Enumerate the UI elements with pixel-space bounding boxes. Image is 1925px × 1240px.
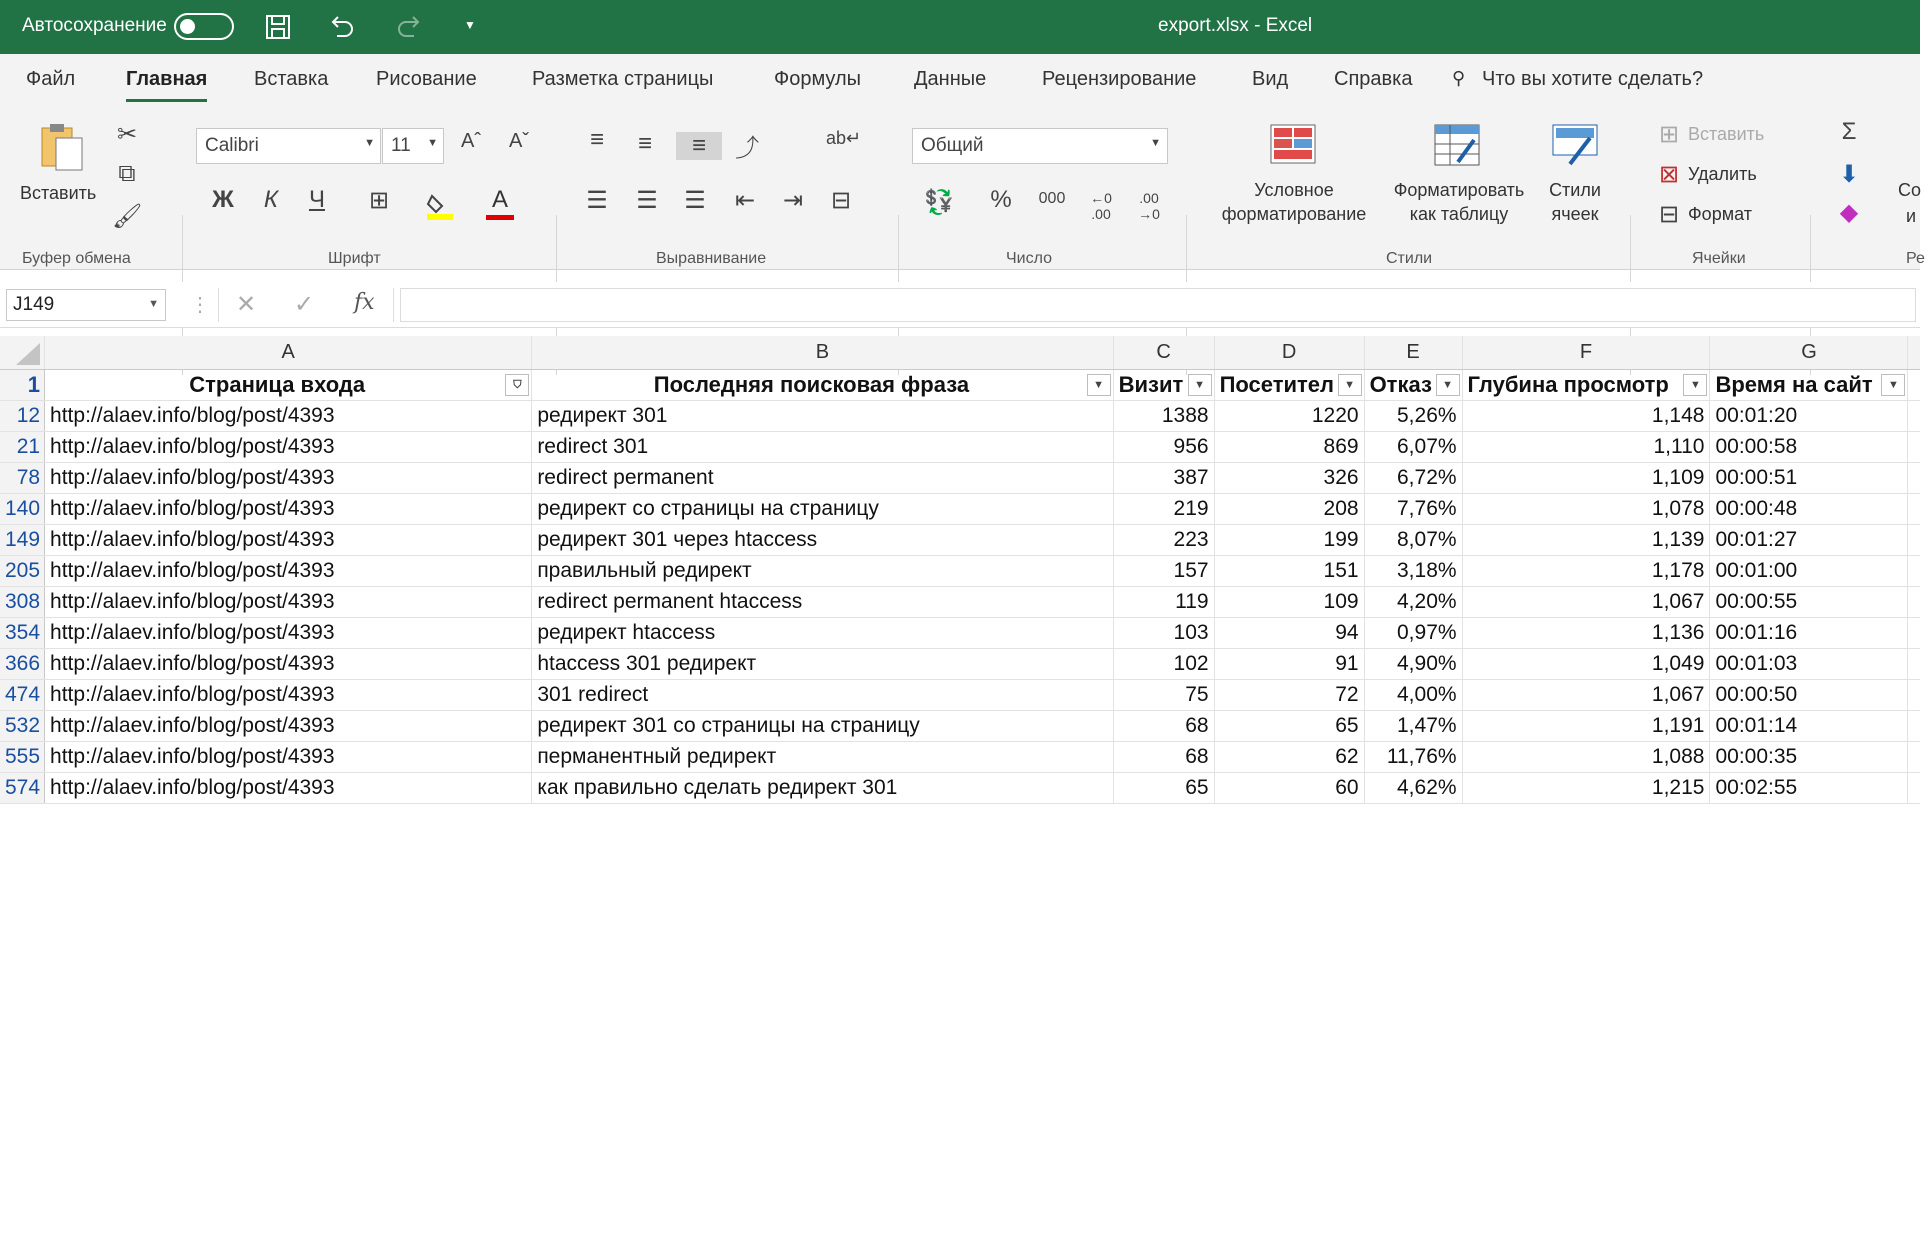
cell-visitors[interactable]: 60 [1214, 772, 1364, 803]
table-row [0, 555, 1920, 586]
delete-cells-button[interactable]: Удалить [1688, 164, 1757, 184]
cell-entry-page[interactable]: http://alaev.info/blog/post/4393 [45, 586, 532, 617]
table-row [0, 679, 1920, 710]
row-number[interactable]: 140 [0, 493, 45, 524]
cell-bounce[interactable]: 7,76% [1364, 493, 1462, 524]
filter-dropdown-icon[interactable]: ▼ [1087, 374, 1111, 396]
paste-icon[interactable] [40, 122, 84, 177]
cell-visits[interactable]: 1388 [1113, 400, 1214, 431]
cell-time[interactable]: 00:01:27 [1710, 524, 1908, 555]
tab-formulas[interactable]: Формулы [774, 68, 862, 90]
cell-depth[interactable]: 1,178 [1462, 555, 1710, 586]
format-cells-icon[interactable]: ⊟ [1658, 201, 1680, 228]
redo-icon[interactable] [395, 12, 423, 45]
row-number[interactable]: 574 [0, 772, 45, 803]
cell-visitors[interactable]: 94 [1214, 617, 1364, 648]
cut-icon[interactable]: ✂ [116, 121, 138, 148]
copy-icon[interactable]: ⧉ [118, 160, 136, 187]
row-number[interactable]: 474 [0, 679, 45, 710]
column-header-d[interactable]: D [1214, 336, 1364, 369]
header-cell-search-phrase[interactable]: Последняя поисковая фраза ▼ [532, 369, 1113, 400]
row-number[interactable]: 12 [0, 400, 45, 431]
tab-data[interactable]: Данные [914, 68, 987, 90]
table-row [0, 586, 1920, 617]
cell-depth[interactable]: 1,191 [1462, 710, 1710, 741]
cell-search-phrase[interactable]: перманентный редирект [532, 741, 1113, 772]
cell-entry-page[interactable]: http://alaev.info/blog/post/4393 [45, 555, 532, 586]
cell-time[interactable]: 00:01:03 [1710, 648, 1908, 679]
cell-search-phrase[interactable]: redirect 301 [532, 431, 1113, 462]
cell-depth[interactable]: 1,109 [1462, 462, 1710, 493]
cell-search-phrase[interactable]: редирект 301 через htaccess [532, 524, 1113, 555]
header-cell-visits[interactable]: Визит ▼ [1113, 369, 1214, 400]
customize-qat-icon[interactable]: ▼ [464, 18, 476, 32]
format-as-table-button[interactable]: Форматировать как таблицу [1393, 180, 1525, 224]
insert-cells-button: Вставить [1688, 124, 1765, 144]
row-number[interactable]: 149 [0, 524, 45, 555]
title-bar [0, 0, 1920, 54]
cell-visitors[interactable]: 326 [1214, 462, 1364, 493]
cell-bounce[interactable]: 3,18% [1364, 555, 1462, 586]
number-group-label: Число [1006, 250, 1053, 267]
cell-time[interactable]: 00:00:51 [1710, 462, 1908, 493]
tab-help[interactable]: Справка [1334, 68, 1413, 90]
table-row [0, 772, 1920, 803]
format-cells-button[interactable]: Формат [1688, 204, 1752, 224]
row-number[interactable]: 205 [0, 555, 45, 586]
italic-button[interactable]: К [263, 186, 279, 213]
cell-bounce[interactable]: 6,07% [1364, 431, 1462, 462]
cell-bounce[interactable]: 4,20% [1364, 586, 1462, 617]
table-row [0, 431, 1920, 462]
increase-indent-icon[interactable]: ⇥ [782, 187, 804, 214]
cell-visits[interactable]: 68 [1113, 710, 1214, 741]
cell-styles-icon[interactable] [1552, 124, 1598, 171]
column-header-a[interactable]: A [45, 336, 532, 369]
sort-filter-button-partial[interactable]: Со [1898, 180, 1922, 200]
thousands-button[interactable]: 000 [1038, 190, 1066, 207]
decrease-indent-icon[interactable]: ⇤ [734, 187, 756, 214]
table-row [0, 617, 1920, 648]
cancel-icon[interactable]: ✕ [236, 291, 257, 318]
cell-time[interactable]: 00:01:16 [1710, 617, 1908, 648]
worksheet-grid [0, 336, 1920, 804]
align-bottom-icon[interactable]: ≡ [676, 132, 722, 160]
decrease-font-icon[interactable]: Aˇ [509, 130, 529, 152]
insert-function-button[interactable]: fx [354, 290, 375, 315]
cell-search-phrase[interactable]: redirect permanent htaccess [532, 586, 1113, 617]
row-number[interactable]: 354 [0, 617, 45, 648]
cell-time[interactable]: 00:00:50 [1710, 679, 1908, 710]
more-icon: ⋮ [190, 294, 210, 316]
cell-visitors[interactable]: 65 [1214, 710, 1364, 741]
conditional-format-icon[interactable] [1270, 124, 1316, 169]
cell-visitors[interactable]: 109 [1214, 586, 1364, 617]
cell-time[interactable]: 00:00:58 [1710, 431, 1908, 462]
search-icon[interactable]: ⚲ [1452, 68, 1466, 88]
fill-down-icon[interactable]: ⬇ [1838, 161, 1860, 188]
row-number[interactable]: 366 [0, 648, 45, 679]
row-number[interactable]: 308 [0, 586, 45, 617]
clipboard-group-label: Буфер обмена [22, 250, 131, 267]
align-center-icon[interactable]: ☰ [636, 187, 658, 214]
fill-color-icon[interactable] [426, 190, 454, 220]
decrease-decimal-icon[interactable]: .00 →0 [1138, 190, 1160, 222]
cell-visitors[interactable]: 869 [1214, 431, 1364, 462]
cell-depth[interactable]: 1,088 [1462, 741, 1710, 772]
cell-visitors[interactable]: 199 [1214, 524, 1364, 555]
table-header-row [0, 369, 1920, 400]
font-color-icon[interactable]: A [486, 186, 514, 222]
cell-entry-page[interactable]: http://alaev.info/blog/post/4393 [45, 741, 532, 772]
column-header-e[interactable]: E [1364, 336, 1462, 369]
cell-depth[interactable]: 1,215 [1462, 772, 1710, 803]
cell-entry-page[interactable]: http://alaev.info/blog/post/4393 [45, 493, 532, 524]
cell-visitors[interactable]: 1220 [1214, 400, 1364, 431]
font-size-box[interactable]: 11 ▼ [382, 128, 444, 164]
cell-time[interactable]: 00:00:48 [1710, 493, 1908, 524]
tell-me-box[interactable]: Что вы хотите сделать? [1482, 68, 1704, 90]
filter-dropdown-icon[interactable]: ▼ [1881, 374, 1905, 396]
cell-visits[interactable]: 956 [1113, 431, 1214, 462]
cell-visits[interactable]: 387 [1113, 462, 1214, 493]
header-cell-bounce[interactable]: Отказ ▼ [1364, 369, 1462, 400]
cells-group-label: Ячейки [1692, 250, 1746, 267]
cell-bounce[interactable]: 5,26% [1364, 400, 1462, 431]
cell-entry-page[interactable]: http://alaev.info/blog/post/4393 [45, 617, 532, 648]
cell-entry-page[interactable]: http://alaev.info/blog/post/4393 [45, 710, 532, 741]
currency-format-icon[interactable]: 💱 [924, 189, 954, 216]
cell-bounce[interactable]: 8,07% [1364, 524, 1462, 555]
bold-button[interactable]: Ж [212, 186, 234, 213]
cell-visits[interactable]: 68 [1113, 741, 1214, 772]
tab-view[interactable]: Вид [1252, 68, 1289, 90]
filter-dropdown-icon[interactable]: ▼ [1436, 374, 1460, 396]
borders-icon[interactable]: ⊞ [368, 187, 390, 214]
table-row [0, 648, 1920, 679]
filter-dropdown-icon[interactable]: ▼ [1683, 374, 1707, 396]
align-middle-icon[interactable]: ≡ [637, 130, 652, 157]
cell-bounce[interactable]: 6,72% [1364, 462, 1462, 493]
select-all-corner[interactable] [0, 336, 45, 369]
table-row [0, 741, 1920, 772]
cell-bounce[interactable]: 4,90% [1364, 648, 1462, 679]
number-format-box[interactable]: Общий ▼ [912, 128, 1168, 164]
autosave-toggle[interactable] [174, 13, 234, 40]
autosum-button[interactable]: Σ [1841, 118, 1857, 145]
name-box[interactable]: J149 ▼ [6, 289, 166, 321]
row-number[interactable]: 78 [0, 462, 45, 493]
table-row [0, 400, 1920, 431]
formula-input[interactable] [400, 288, 1916, 322]
save-icon[interactable] [265, 14, 291, 45]
table-row [0, 462, 1920, 493]
table-row [0, 524, 1920, 555]
cell-search-phrase[interactable]: htaccess 301 редирект [532, 648, 1113, 679]
cell-bounce[interactable]: 4,00% [1364, 679, 1462, 710]
cell-depth[interactable]: 1,067 [1462, 679, 1710, 710]
paste-button[interactable]: Вставить [20, 183, 97, 203]
cell-visits[interactable]: 102 [1113, 648, 1214, 679]
cell-visits[interactable]: 223 [1113, 524, 1214, 555]
ribbon [0, 110, 1925, 270]
cell-time[interactable]: 00:01:20 [1710, 400, 1908, 431]
autosave-label: Автосохранение [22, 15, 167, 36]
cell-visits[interactable]: 65 [1113, 772, 1214, 803]
align-top-icon[interactable]: ≡ [589, 126, 604, 153]
ribbon-tabs [0, 54, 1920, 110]
cell-search-phrase[interactable]: 301 redirect [532, 679, 1113, 710]
formula-bar [0, 282, 1920, 328]
cell-search-phrase[interactable]: редирект htaccess [532, 617, 1113, 648]
cell-entry-page[interactable]: http://alaev.info/blog/post/4393 [45, 524, 532, 555]
table-row [0, 710, 1920, 741]
align-left-icon[interactable]: ☰ [586, 187, 608, 214]
column-header-row [0, 336, 1920, 369]
filter-dropdown-icon[interactable]: ▼ [1338, 374, 1362, 396]
cell-depth[interactable]: 1,049 [1462, 648, 1710, 679]
cell-bounce[interactable]: 0,97% [1364, 617, 1462, 648]
cell-search-phrase[interactable]: redirect permanent [532, 462, 1113, 493]
column-header-g[interactable]: G [1710, 336, 1908, 369]
cell-entry-page[interactable]: http://alaev.info/blog/post/4393 [45, 400, 532, 431]
tab-page-layout[interactable]: Разметка страницы [532, 68, 714, 90]
cell-styles-button[interactable]: Стили ячеек [1549, 180, 1601, 224]
align-right-icon[interactable]: ☰ [684, 187, 706, 214]
undo-icon[interactable] [328, 12, 356, 45]
cell-visits[interactable]: 157 [1113, 555, 1214, 586]
increase-font-icon[interactable]: Aˆ [461, 130, 481, 152]
row-number[interactable]: 1 [0, 369, 45, 400]
tab-draw[interactable]: Рисование [376, 68, 477, 90]
cell-search-phrase[interactable]: как правильно сделать редирект 301 [532, 772, 1113, 803]
delete-cells-icon[interactable]: ⊠ [1658, 161, 1680, 188]
header-cell-entry-page[interactable]: Страница входа ⛉ [45, 369, 532, 400]
cell-search-phrase[interactable]: редирект со страницы на страницу [532, 493, 1113, 524]
row-number[interactable]: 21 [0, 431, 45, 462]
cell-depth[interactable]: 1,136 [1462, 617, 1710, 648]
column-header-b[interactable]: B [532, 336, 1113, 369]
cell-search-phrase[interactable]: правильный редирект [532, 555, 1113, 586]
cell-visitors[interactable]: 151 [1214, 555, 1364, 586]
editing-group-label-partial: Ре [1906, 250, 1925, 267]
cell-visitors[interactable]: 208 [1214, 493, 1364, 524]
cell-time[interactable]: 00:01:00 [1710, 555, 1908, 586]
cell-entry-page[interactable]: http://alaev.info/blog/post/4393 [45, 648, 532, 679]
cell-search-phrase[interactable]: редирект 301 [532, 400, 1113, 431]
cell-depth[interactable]: 1,148 [1462, 400, 1710, 431]
insert-cells-icon: ⊞ [1658, 121, 1680, 148]
cell-entry-page[interactable]: http://alaev.info/blog/post/4393 [45, 462, 532, 493]
column-header-c[interactable]: C [1113, 336, 1214, 369]
tab-file[interactable]: Файл [26, 68, 76, 90]
cell-time[interactable]: 00:02:55 [1710, 772, 1908, 803]
alignment-group-label: Выравнивание [656, 250, 767, 267]
cell-entry-page[interactable]: http://alaev.info/blog/post/4393 [45, 431, 532, 462]
cell-depth[interactable]: 1,078 [1462, 493, 1710, 524]
cell-visitors[interactable]: 72 [1214, 679, 1364, 710]
cell-depth[interactable]: 1,067 [1462, 586, 1710, 617]
format-painter-icon[interactable]: 🖌 [112, 203, 143, 230]
tab-home[interactable]: Главная [126, 68, 208, 90]
filter-dropdown-icon[interactable]: ▼ [1188, 374, 1212, 396]
orientation-icon[interactable]: ⤴ [735, 135, 759, 162]
clear-icon[interactable]: ◆ [1839, 199, 1859, 226]
row-number[interactable]: 555 [0, 741, 45, 772]
cell-visits[interactable]: 103 [1113, 617, 1214, 648]
cell-entry-page[interactable]: http://alaev.info/blog/post/4393 [45, 679, 532, 710]
cell-visits[interactable]: 75 [1113, 679, 1214, 710]
cell-visits[interactable]: 119 [1113, 586, 1214, 617]
percent-button[interactable]: % [990, 186, 1012, 213]
table-row [0, 493, 1920, 524]
cell-time[interactable]: 00:00:35 [1710, 741, 1908, 772]
cell-visits[interactable]: 219 [1113, 493, 1214, 524]
merge-center-icon[interactable]: ⊟ [830, 187, 852, 214]
sort-filter-button-partial-2: и [1906, 206, 1917, 226]
conditional-format-button[interactable]: Условное форматирование [1221, 180, 1367, 224]
header-cell-visitors[interactable]: Посетител ▼ [1214, 369, 1364, 400]
styles-group-label: Стили [1386, 250, 1433, 267]
font-group-label: Шрифт [328, 250, 381, 267]
increase-decimal-icon[interactable]: ←0 .00 [1090, 190, 1112, 222]
cell-visitors[interactable]: 62 [1214, 741, 1364, 772]
tab-insert[interactable]: Вставка [254, 68, 329, 90]
cell-depth[interactable]: 1,110 [1462, 431, 1710, 462]
window-title: export.xlsx - Excel [1158, 15, 1313, 36]
cell-bounce[interactable]: 11,76% [1364, 741, 1462, 772]
cell-depth[interactable]: 1,139 [1462, 524, 1710, 555]
cell-bounce[interactable]: 1,47% [1364, 710, 1462, 741]
enter-icon[interactable]: ✓ [294, 291, 315, 318]
cell-search-phrase[interactable]: редирект 301 со страницы на страницу [532, 710, 1113, 741]
row-number[interactable]: 532 [0, 710, 45, 741]
cell-visitors[interactable]: 91 [1214, 648, 1364, 679]
font-name-box[interactable]: Calibri ▼ [196, 128, 381, 164]
header-cell-time[interactable]: Время на сайт ▼ [1710, 369, 1908, 400]
underline-button[interactable]: Ч [309, 186, 325, 213]
header-cell-depth[interactable]: Глубина просмотр ▼ [1462, 369, 1710, 400]
cell-time[interactable]: 00:00:55 [1710, 586, 1908, 617]
format-as-table-icon[interactable] [1434, 124, 1480, 171]
wrap-text-icon[interactable]: ab↵ [826, 128, 862, 148]
cell-bounce[interactable]: 4,62% [1364, 772, 1462, 803]
cell-time[interactable]: 00:01:14 [1710, 710, 1908, 741]
column-header-f[interactable]: F [1462, 336, 1710, 369]
filter-active-icon[interactable]: ⛉ [505, 374, 529, 396]
tab-review[interactable]: Рецензирование [1042, 68, 1197, 90]
cell-entry-page[interactable]: http://alaev.info/blog/post/4393 [45, 772, 532, 803]
